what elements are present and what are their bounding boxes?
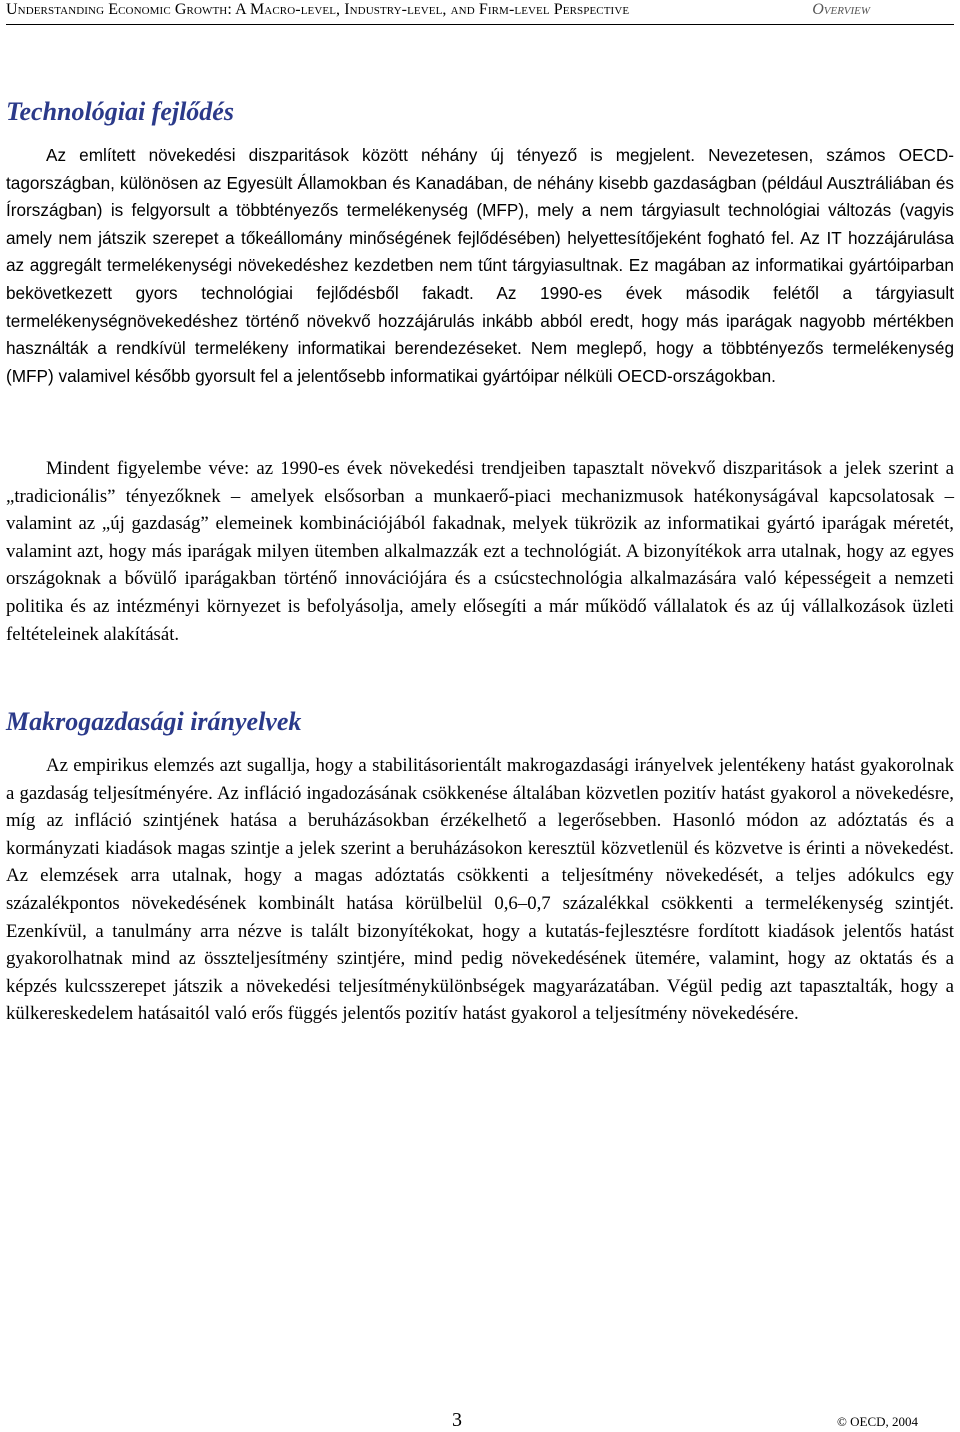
page-number: 3 [452,1409,462,1431]
header-title: Understanding Economic Growth: A Macro-level, Industry-level, and Firm-level Perspective [6,1,630,18]
header-section: Overview [812,1,870,18]
paragraph-macro-1: Az empirikus elemzés azt sugallja, hogy a stabilitásorientált makrogazdasági irányelvek jelentékeny hatást gyakorolnak a gazdaság teljesítményére. Az infláció ingadozásának csökkenése általában közvetlen pozitív hatást gyakorol a növekedésre, míg az infláció szintjének hatása a beruházásokban érzékelhető a legerősebben. Hasonló módon az adóztatás és a kormányzati kiadások magas szintje a jelek szerint a beruházásokon keresztül közvetlenül és közvetve is érinti a növekedést. Az elemzések arra utalnak, hogy a magas adóztatás csökkenti a teljesítmény növekedését, a teljes adókulcs egy százalékpontos növekedésének kombinált hatása körülbelül 0,6–0,7 százalékkal csökkenti a termelékenység szintjét. Ezenkívül, a tanulmány arra nézve is talált bizonyítékokat, hogy a kutatás-fejlesztésre fordított kiadások jelentős hatást gyakorolhatnak mind az összteljesítmény szintjére, mind pedig növekedésének ütemére, valamint, hogy az oktatás és a képzés kulcsszerepet játszik a növekedési teljesítménykülönbségek magyarázatában. Végül pedig azt tapasztalták, hogy a külkereskedelem hatásaitól való erős függés jelentős pozitív hatást gyakorol a teljesítmény növekedésére. [6,755,954,1025]
paragraph-technology-1: Az említett növekedési diszparitások között néhány új tényező is megjelent. Nevezetesen, számos OECD-tagországban, különösen az Egyesült Államokban és Kanadában, de néhány kisebb gazdaságban (például Ausztráliában és Írországban) is felgyorsult a többtényezős termelékenység (MFP), mely a nem tárgyiasult technológiai változás (vagyis amely nem játszik szerepet a tőkeállomány minőségének fejlődésében) helyettesítőjeként fogható fel. Az IT hozzájárulása az aggregált termelékenységi növekedéshez kezdetben nem tűnt tárgyiasultnak. Ez magában az informatikai gyártóiparban bekövetkezett gyors technológiai fejlődésből fakadt. Az 1990-es évek második felétől a tárgyiasult termelékenységnövekedéshez történő növekvő hozzájárulás inkább abból eredt, hogy más iparágak nagyobb mértékben használták a rendkívül termelékeny informatikai berendezéseket. Nem meglepő, hogy a többtényezős termelékenység (MFP) valamivel később gyorsult fel a jelentősebb informatikai gyártóipar nélküli OECD-országokban. [6,145,954,386]
paragraph-technology-2: Mindent figyelembe véve: az 1990-es évek növekedési trendjeiben tapasztalt növekvő diszparitások a jelek szerint a „tradicionális” tényezőknek – amelyek elsősorban a munkaerő-piaci mechanizmusok hatékonyságával kapcsolatosak – valamint az „új gazdaság” elemeinek kombinációjából fakadnak, melyek tükrözik az informatikai gyártó iparágak méretét, valamint azt, hogy más iparágak milyen ütemben alkalmazzák ezt a technológiát. A bizonyítékok arra utalnak, hogy az egyes országoknak a bővülő iparágakban történő innovációjára és a csúcstechnológia alkalmazására való képességeit a nemzeti politika és az intézményi környezet is befolyásolja, amely elősegíti a már működő vállalatok és az új vállalkozások üzleti feltételeinek alakítását. [6,458,954,645]
running-header [6,0,954,25]
copyright-notice: © OECD, 2004 [836,1414,918,1429]
section-heading-macro: Makrogazdasági irányelvek [6,707,302,736]
section-heading-technology: Technológiai fejlődés [6,97,234,126]
